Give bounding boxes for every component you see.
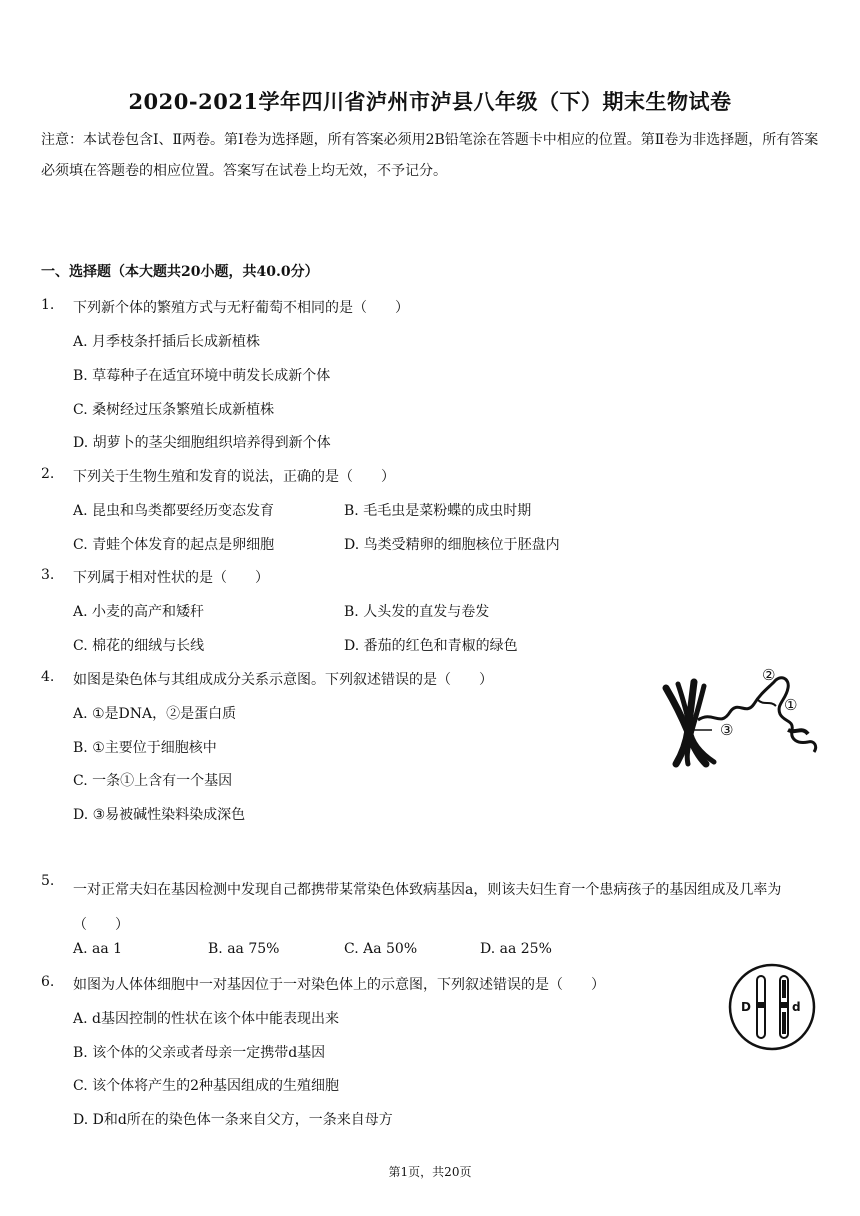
chromosome-dna-figure [658,660,823,768]
option-a: A. ①是DNA，②是蛋白质 [73,706,237,722]
option-d: D. 鸟类受精卵的细胞核位于胚盘内 [344,537,560,553]
question-stem: 下列属于相对性状的是（ ） [73,570,269,586]
option-c: C. 青蛙个体发育的起点是卵细胞 [73,537,275,553]
question-number: 3. [41,567,55,583]
option-c: C. 棉花的细绒与长线 [73,638,205,654]
option-c: C. 该个体将产生的2种基因组成的生殖细胞 [73,1078,340,1094]
question-number: 2. [41,466,55,482]
option-b: B. ①主要位于细胞核中 [73,740,217,756]
option-b: B. 该个体的父亲或者母亲一定携带d基因 [73,1045,326,1061]
gene-label-d: d [792,1000,801,1014]
question-stem: 下列新个体的繁殖方式与无籽葡萄不相同的是（ ） [73,300,409,316]
option-c: C. 桑树经过压条繁殖长成新植株 [73,402,275,418]
question-stem: 如图为人体体细胞中一对基因位于一对染色体上的示意图，下列叙述错误的是（ ） [73,977,605,993]
option-a: A. 小麦的高产和矮秆 [73,604,205,620]
option-c: C. Aa 50% [344,941,418,957]
question-stem: 下列关于生物生殖和发育的说法，正确的是（ ） [73,469,395,485]
option-d: D. 番茄的红色和青椒的绿色 [344,638,518,654]
gene-pair-figure [727,962,817,1052]
question-number: 5. [41,873,55,889]
question-number: 6. [41,974,55,990]
option-d: D. D和d所在的染色体一条来自父方，一条来自母方 [73,1112,393,1128]
option-b: B. 毛毛虫是菜粉蝶的成虫时期 [344,503,532,519]
question-stem: 如图是染色体与其组成成分关系示意图。下列叙述错误的是（ ） [73,672,493,688]
option-a: A. aa 1 [73,941,123,957]
option-b: B. aa 75% [208,941,280,957]
option-d: D. aa 25% [480,941,552,957]
gene-label-D: D [741,1000,751,1014]
option-c: C. 一条①上含有一个基因 [73,773,233,789]
section-heading: 一、选择题（本大题共20小题，共40.0分） [41,264,319,280]
figure-label-2: ② [762,666,776,684]
page-footer: 第1页，共20页 [388,1165,472,1179]
question-number: 4. [41,669,55,685]
option-a: A. d基因控制的性状在该个体中能表现出来 [73,1011,339,1027]
option-b: B. 人头发的直发与卷发 [344,604,490,620]
option-a: A. 月季枝条扦插后长成新植株 [73,334,261,350]
exam-notice: 注意：本试卷包含Ⅰ、Ⅱ两卷。第Ⅰ卷为选择题，所有答案必须用2B铅笔涂在答题卡中相应的位置。第Ⅱ卷为非选择题，所有答案必须填在答题卷的相应位置。答案写在试卷上均无效，不予记分。 [41,132,819,179]
page-title: 2020-2021学年四川省泸州市泸县八年级（下）期末生物试卷 [128,89,732,114]
figure-label-1: ① [784,696,798,714]
question-5-stem: 一对正常夫妇在基因检测中发现自己都携带某常染色体致病基因a，则该夫妇生育一个患病孩子的基因组成及几率为（ ） [73,882,782,933]
option-b: B. 草莓种子在适宜环境中萌发长成新个体 [73,368,331,384]
option-a: A. 昆虫和鸟类都要经历变态发育 [73,503,275,519]
figure-label-3: ③ [720,721,734,739]
option-d: D. ③易被碱性染料染成深色 [73,807,246,823]
question-number: 1. [41,297,55,313]
option-d: D. 胡萝卜的茎尖细胞组织培养得到新个体 [73,435,331,451]
